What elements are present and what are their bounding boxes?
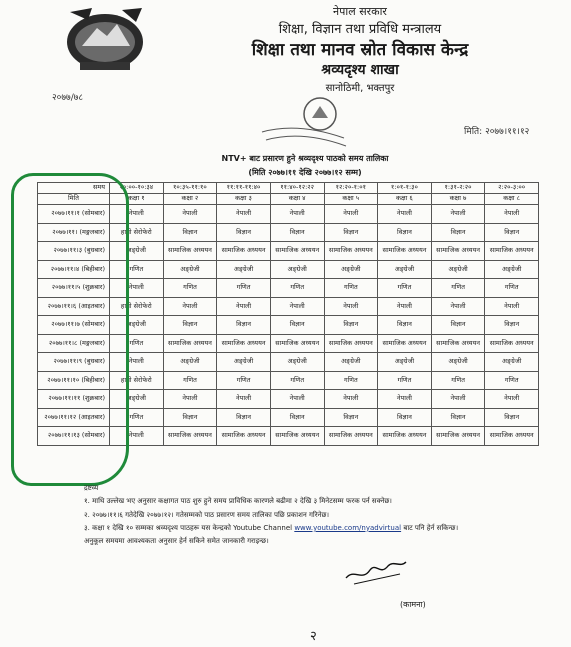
gov-line: नेपाल सरकार — [333, 5, 387, 18]
subject-cell: सामाजिक अध्ययन — [270, 334, 324, 353]
subject-cell: गणित — [431, 279, 485, 298]
reference-number: २०७७/७८ — [52, 93, 84, 103]
subject-cell: विज्ञान — [431, 408, 485, 427]
subject-cell: हाम्रो सेरोफेरो — [110, 371, 164, 390]
subject-cell: विज्ञान — [431, 223, 485, 242]
subject-cell: नेपाली — [163, 297, 217, 316]
subject-cell: सामाजिक अध्ययन — [378, 427, 432, 446]
note-3 — [84, 522, 554, 535]
day-cell: २०७७।११।१३ (सोमबार) — [38, 427, 110, 446]
subject-cell: गणित — [270, 371, 324, 390]
subject-cell: नेपाली — [163, 390, 217, 409]
subject-cell: नेपाली — [431, 205, 485, 224]
subject-cell: विज्ञान — [485, 316, 539, 335]
subject-cell: नेपाली — [217, 390, 271, 409]
subject-cell: अङ्ग्रेजी — [324, 260, 378, 279]
day-cell: २०७७।११।९ (बुधबार) — [38, 353, 110, 372]
day-cell: २०७७।११।६ (आइतबार) — [38, 297, 110, 316]
subject-cell: गणित — [217, 279, 271, 298]
subject-cell: सामाजिक अध्ययन — [217, 427, 271, 446]
schedule-period: (मिति २०७७।११ देखि २०७७।१२ सम्म) — [248, 168, 362, 177]
subject-cell: अङ्ग्रेजी — [324, 353, 378, 372]
subject-cell: सामाजिक अध्ययन — [431, 334, 485, 353]
day-cell: २०७७।११।१ (सोमबार) — [38, 205, 110, 224]
day-cell: २०७७।११।४ (बिहीबार) — [38, 260, 110, 279]
subject-cell: विज्ञान — [485, 408, 539, 427]
subject-cell: विज्ञान — [378, 223, 432, 242]
page-number: २ — [310, 629, 317, 644]
subject-cell: सामाजिक अध्ययन — [270, 427, 324, 446]
subject-cell: गणित — [485, 371, 539, 390]
subject-cell: नेपाली — [378, 205, 432, 224]
subject-cell: नेपाली — [163, 205, 217, 224]
subject-cell: गणित — [431, 371, 485, 390]
note-1: १. माथि उल्लेख भए अनुसार कक्षागत पाठ शुरु हुने समय प्राविधिक कारणले बढीमा २ देखि ३ मिनेटसम्म फरक पर्न सक्नेछ। — [84, 497, 392, 506]
subject-cell: हाम्रो सेरोफेरो — [110, 297, 164, 316]
time-slot: २:२०-३:०० — [485, 183, 539, 194]
subject-cell: सामाजिक अध्ययन — [485, 334, 539, 353]
subject-cell: सामाजिक अध्ययन — [431, 427, 485, 446]
subject-cell: अङ्ग्रेजी — [378, 353, 432, 372]
subject-cell: विज्ञान — [324, 408, 378, 427]
subject-cell: सामाजिक अध्ययन — [324, 334, 378, 353]
day-cell: २०७७।११।८ (मङ्गलबार) — [38, 334, 110, 353]
subject-cell: नेपाली — [485, 205, 539, 224]
subject-cell: विज्ञान — [270, 316, 324, 335]
subject-cell: नेपाली — [324, 390, 378, 409]
subject-cell: सामाजिक अध्ययन — [324, 427, 378, 446]
grade-header: कक्षा ८ — [485, 194, 539, 205]
subject-cell: अङ्ग्रेजी — [485, 260, 539, 279]
office-seal-stamp — [258, 92, 352, 148]
grade-header: कक्षा ६ — [378, 194, 432, 205]
time-slot: १:०१-१:३० — [378, 183, 432, 194]
subject-cell: विज्ञान — [378, 316, 432, 335]
signature — [340, 548, 420, 588]
grade-header: कक्षा ५ — [324, 194, 378, 205]
time-slot: १०:३५-११:१० — [163, 183, 217, 194]
subject-cell: अङ्ग्रेजी — [217, 353, 271, 372]
subject-cell: गणित — [110, 408, 164, 427]
subject-cell: अङ्ग्रेजी — [270, 353, 324, 372]
day-cell: २०७७।११।३ (बुधबार) — [38, 242, 110, 261]
subject-cell: नेपाली — [485, 297, 539, 316]
subject-cell: गणित — [485, 279, 539, 298]
subject-cell: गणित — [324, 371, 378, 390]
notes-block — [84, 482, 554, 548]
subject-cell: नेपाली — [378, 390, 432, 409]
subject-cell: नेपाली — [110, 353, 164, 372]
subject-cell: अङ्ग्रेजी — [110, 316, 164, 335]
subject-cell: हाम्रो सेरोफेरो — [110, 223, 164, 242]
youtube-link[interactable]: www.youtube.com/nyadvirtual — [294, 523, 402, 532]
subject-cell: अङ्ग्रेजी — [217, 260, 271, 279]
subject-cell: अङ्ग्रेजी — [110, 390, 164, 409]
subject-cell: नेपाली — [324, 297, 378, 316]
subject-cell: नेपाली — [110, 279, 164, 298]
time-slot: ११:११-११:४० — [217, 183, 271, 194]
subject-cell: सामाजिक अध्ययन — [163, 427, 217, 446]
subject-cell: अङ्ग्रेजी — [378, 260, 432, 279]
subject-cell: अङ्ग्रेजी — [431, 353, 485, 372]
subject-cell: विज्ञान — [217, 223, 271, 242]
subject-cell: गणित — [110, 334, 164, 353]
subject-cell: सामाजिक अध्ययन — [163, 242, 217, 261]
subject-cell: विज्ञान — [163, 223, 217, 242]
green-highlight-circle — [11, 173, 129, 486]
subject-cell: नेपाली — [217, 297, 271, 316]
day-cell: २०७७।११। (मङ्गलबार) — [38, 223, 110, 242]
subject-cell: गणित — [270, 279, 324, 298]
subject-cell: सामाजिक अध्ययन — [431, 242, 485, 261]
time-slot: १२:२०-१:०१ — [324, 183, 378, 194]
section-name: श्रव्यदृश्य शाखा — [321, 62, 399, 78]
grade-header: कक्षा ४ — [270, 194, 324, 205]
grade-header: कक्षा २ — [163, 194, 217, 205]
subject-cell: सामाजिक अध्ययन — [378, 334, 432, 353]
time-slot: १:३१-२:२० — [431, 183, 485, 194]
subject-cell: गणित — [324, 279, 378, 298]
date-label: मिति — [38, 194, 110, 205]
subject-cell: गणित — [217, 371, 271, 390]
subject-cell: सामाजिक अध्ययन — [485, 242, 539, 261]
subject-cell: विज्ञान — [431, 316, 485, 335]
subject-cell: गणित — [378, 371, 432, 390]
subject-cell: नेपाली — [110, 205, 164, 224]
subject-cell: सामाजिक अध्ययन — [378, 242, 432, 261]
subject-cell: सामाजिक अध्ययन — [163, 334, 217, 353]
subject-cell: नेपाली — [431, 390, 485, 409]
subject-cell: अङ्ग्रेजी — [485, 353, 539, 372]
subject-cell: नेपाली — [324, 205, 378, 224]
center-name: शिक्षा तथा मानव स्रोत विकास केन्द्र — [251, 40, 469, 60]
subject-cell: विज्ञान — [485, 223, 539, 242]
day-cell: २०७७।११।७ (सोमबार) — [38, 316, 110, 335]
subject-cell: अङ्ग्रेजी — [270, 260, 324, 279]
subject-cell: सामाजिक अध्ययन — [217, 334, 271, 353]
day-cell: २०७७।११।५ (शुक्रबार) — [38, 279, 110, 298]
subject-cell: सामाजिक अध्ययन — [270, 242, 324, 261]
time-label: समय — [38, 183, 110, 194]
time-slot: १०:००-१०:३४ — [110, 183, 164, 194]
subject-cell: सामाजिक अध्ययन — [217, 242, 271, 261]
day-cell: २०७७।११।१२ (आइतबार) — [38, 408, 110, 427]
letter-date: मिति: २०७७।११।१२ — [464, 127, 530, 137]
subject-cell: नेपाली — [217, 205, 271, 224]
ministry-line: शिक्षा, विज्ञान तथा प्रविधि मन्त्रालय — [278, 22, 442, 37]
subject-cell: गणित — [163, 279, 217, 298]
subject-cell: विज्ञान — [378, 408, 432, 427]
time-slot: ११:४०-१२:२२ — [270, 183, 324, 194]
subject-cell: विज्ञान — [270, 223, 324, 242]
day-cell: २०७७।११।११ (शुक्रबार) — [38, 390, 110, 409]
subject-cell: विज्ञान — [217, 408, 271, 427]
signatory-name: (कामना) — [400, 600, 426, 609]
subject-cell: नेपाली — [485, 390, 539, 409]
subject-cell: विज्ञान — [270, 408, 324, 427]
address: सानोठिमी, भक्तपुर — [325, 83, 395, 94]
note-3-text: ३. कक्षा १ देखि १० सम्मका श्रव्यदृश्य पाठहरू यस केन्द्रको Youtube Channel — [84, 523, 293, 532]
subject-cell: सामाजिक अध्ययन — [324, 242, 378, 261]
subject-cell: विज्ञान — [324, 223, 378, 242]
subject-cell: अङ्ग्रेजी — [163, 260, 217, 279]
grade-header: कक्षा ३ — [217, 194, 271, 205]
subject-cell: विज्ञान — [163, 408, 217, 427]
note-3-suffix: बाट पनि हेर्न सकिन्छ। — [403, 523, 459, 532]
schedule-title: NTV+ बाट प्रसारण हुने श्रव्यदृश्य पाठको समय तालिका — [221, 154, 389, 163]
subject-cell: नेपाली — [270, 390, 324, 409]
subject-cell: विज्ञान — [324, 316, 378, 335]
subject-cell: नेपाली — [378, 297, 432, 316]
subject-cell: सामाजिक अध्ययन — [485, 427, 539, 446]
grade-header: कक्षा ७ — [431, 194, 485, 205]
notes-heading: द्रष्टव्य — [84, 484, 99, 492]
note-2: २. २०७७।११।६ गतेदेखि २०७७।१२। गतेसम्मको पाठ प्रसारण समय तालिका पछि प्रकाशन गरिनेछ। — [84, 510, 330, 519]
subject-cell: नेपाली — [110, 427, 164, 446]
subject-cell: अङ्ग्रेजी — [163, 353, 217, 372]
subject-cell: विज्ञान — [163, 316, 217, 335]
subject-cell: गणित — [110, 260, 164, 279]
subject-cell: विज्ञान — [217, 316, 271, 335]
day-cell: २०७७।११।१० (बिहीबार) — [38, 371, 110, 390]
subject-cell: अङ्ग्रेजी — [431, 260, 485, 279]
subject-cell: गणित — [163, 371, 217, 390]
subject-cell: नेपाली — [431, 297, 485, 316]
government-emblem — [62, 6, 148, 74]
note-4: अनुकूल समयमा आवश्यकता अनुसार हेर्न सकिने समेत जानकारी गराइन्छ। — [84, 537, 269, 546]
subject-cell: अङ्ग्रेजी — [110, 242, 164, 261]
subject-cell: नेपाली — [270, 205, 324, 224]
subject-cell: नेपाली — [270, 297, 324, 316]
grade-header: कक्षा १ — [110, 194, 164, 205]
subject-cell: गणित — [378, 279, 432, 298]
